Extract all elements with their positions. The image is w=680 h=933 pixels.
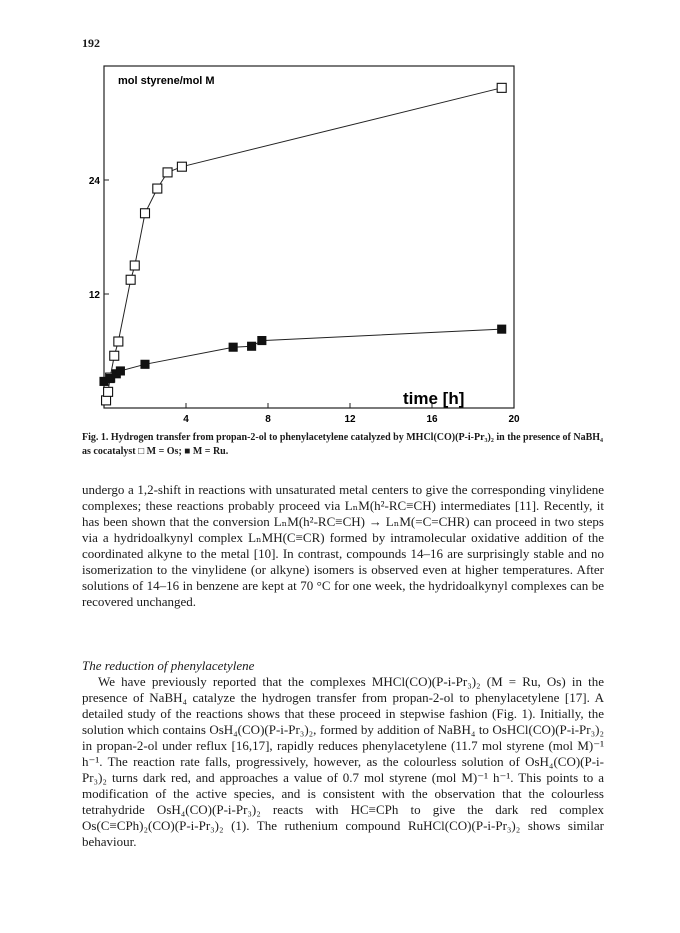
figure-caption: Fig. 1. Hydrogen transfer from propan-2-ol to phenylacetylene catalyzed by MHCl(CO)(P-i-Pr₃)₂ in the presence of NaBH₄ as cocatalyst □ M = Os; ■ M = Ru. [82,432,604,457]
data-point-os [163,168,172,177]
styrene-time-chart [88,64,520,425]
x-axis-label: time [h] [403,389,465,408]
x-tick-label: 8 [265,414,271,425]
data-point-os [126,275,135,284]
data-point-os [102,396,111,405]
figure-1 [88,64,520,434]
body-paragraph-2 [82,674,604,850]
paragraph: We have previously reported that the complexes MHCl(CO)(P-i-Pr₃)₂ (M = Ru, Os) in the presence of NaBH₄ catalyze the hydrogen transfer from propan-2-ol to phenylacetylene [17]. A detailed study of the reactions shows that these proceed in stepwise fashion (Fig. 1). Initially, the solution which contains OsH₄(CO)(P-i-Pr₃)₂, formed by addition of NaBH₄ to OsHCl(CO)(P-i-Pr₃)₂ in propan-2-ol under reflux [16,17], rapidly reduces phenylacetylene (11.7 mol styrene (mol M)⁻¹ h⁻¹. The reaction rate falls, progressively, however, as the colourless solution of OsH₄(CO)(P-i-Pr₃)₂ turns dark red, and approaches a value of 0.7 mol styrene (mol M)⁻¹ h⁻¹. This points to a modification of the active species, and is consistent with the observation that the colourless tetrahydride OsH₄(CO)(P-i-Pr₃)₂ reacts with HC≡CPh to give the dark red complex Os(C≡CPh)₂(CO)(P-i-Pr₃)₂ (1). The ruthenium compound RuHCl(CO)(P-i-Pr₃)₂ shows similar behaviour. [82,674,604,849]
data-point-os [114,337,123,346]
data-point-ru [258,337,266,345]
data-point-os [497,83,506,92]
x-tick-label: 12 [344,414,356,425]
x-tick-label: 4 [183,414,189,425]
x-tick-label: 20 [508,414,520,425]
data-point-os [153,184,162,193]
plot-frame [104,66,514,408]
paragraph: undergo a 1,2-shift in reactions with unsaturated metal centers to give the corresponding vinylidene complexes; these reactions probably proceed via LₙM(h²-RC≡CH) intermediates [11]. Recently, it has been shown that the conversion LₙM(h²-RC≡CH) → LₙM(=C=CHR) can proceed in two steps via a hydridoalkynyl complex LₙMH(C≡CR) formed by intramolecular oxidative addition of the coordinated alkyne to the metal [10]. In contrast, compounds 14–16 are surprisingly stable and no isomerization to the vinylidene (or alkyne) isomers is observed even at higher temperatures. After solutions of 14–16 in benzene are kept at 70 °C for one week, the hydridoalkynyl complexes can be recovered unchanged. [82,482,604,609]
data-point-os [141,209,150,218]
y-tick-label: 12 [88,290,100,301]
data-point-ru [141,360,149,368]
y-tick-label: 24 [88,176,100,187]
data-point-os [130,261,139,270]
section-heading: The reduction of phenylacetylene [82,658,255,673]
data-point-ru [498,325,506,333]
data-point-ru [229,343,237,351]
x-tick-label: 16 [426,414,438,425]
data-point-ru [116,367,124,375]
series-line-ru [104,329,502,381]
data-point-os [110,351,119,360]
data-point-os [177,162,186,171]
data-point-os [104,387,113,396]
data-point-ru [248,342,256,350]
series-line-os [106,88,502,401]
page-number: 192 [82,36,100,50]
body-paragraph-1 [82,482,604,610]
y-axis-label: mol styrene/mol M [118,75,215,87]
